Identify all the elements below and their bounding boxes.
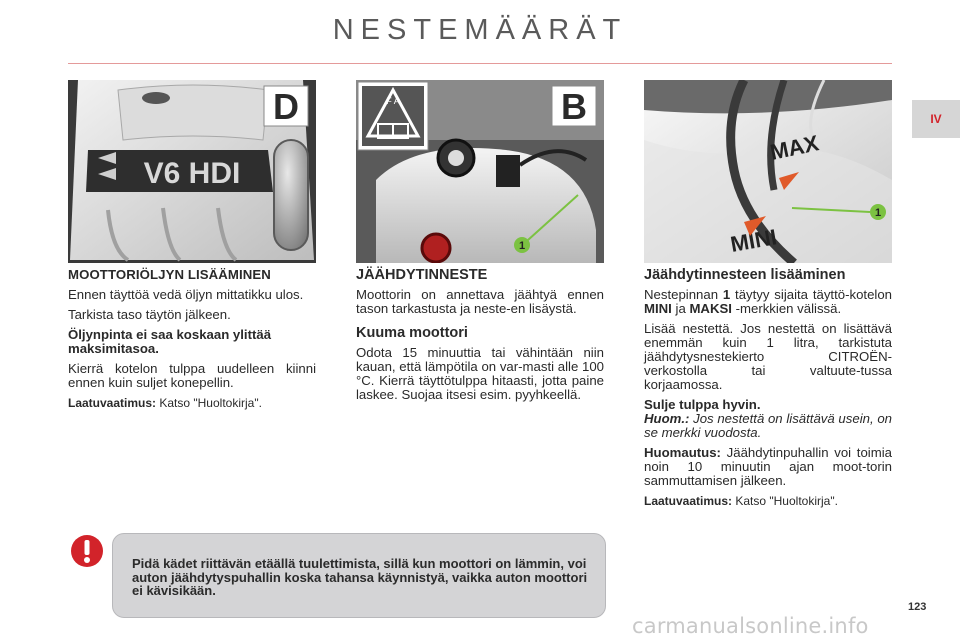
coolant-section xyxy=(356,268,604,408)
note-label: Huom.: xyxy=(644,411,690,426)
coolant-add-paragraph-1 xyxy=(644,288,892,316)
oil-quality-label: Laatuvaatimus: xyxy=(68,396,157,410)
oil-section xyxy=(68,268,316,416)
close-cap-paragraph: Sulje tulppa hyvin. xyxy=(644,397,761,412)
p1-part-b: 1 xyxy=(722,287,731,302)
hot-engine-heading: Kuuma moottori xyxy=(356,325,468,341)
callout-1: 1 xyxy=(518,240,526,252)
oil-paragraph-2: Tarkista taso täytön jälkeen. xyxy=(68,307,231,322)
page-title: NESTEMÄÄRÄT xyxy=(332,14,628,46)
engine-cover-text: V6 HDI xyxy=(143,157,241,190)
warning-box xyxy=(112,533,606,618)
coolant-quality-paragraph xyxy=(644,494,892,508)
oil-paragraph-4: Kierrä kotelon tulppa uudelleen kiinni ennen kuin suljet konepellin. xyxy=(68,361,316,390)
coolant-add-paragraph-2: Lisää nestettä. Jos nestettä on lisättävä enemmän kuin 1 litra, tarkistuta jäähdytysnestekierto CITROËN-verkostolla tai valtuute-tussa korjaamossa. xyxy=(644,321,892,392)
coolant-add-heading: Jäähdytinnesteen lisääminen xyxy=(644,267,846,283)
hot-engine-paragraph: Odota 15 minuuttia tai vähintään niin kauan, että lämpötila on var-masti alle 100 °C. Kierrä täyttötulppa hitaasti, jotta paine laskee. Suojaa itsesi esim. pyyhkeellä. xyxy=(356,345,604,402)
tank-mini-label: MINI xyxy=(728,224,779,257)
note-paragraph xyxy=(644,412,892,440)
p1-part-d: MINI xyxy=(644,301,672,316)
remark-text: Jäähdytinpuhallin voi toimia noin 10 minuutin ajan moot-torin sammuttamisen jälkeen. xyxy=(644,445,892,488)
p1-part-a: Nestepinnan xyxy=(644,287,723,302)
coolant-quality-label: Laatuvaatimus: xyxy=(644,494,733,508)
engine-photo xyxy=(68,80,316,263)
callout-2: 1 xyxy=(874,207,882,219)
p1-part-c: täytyy sijaita täyttö-kotelon xyxy=(730,287,892,302)
coolant-photo xyxy=(356,80,604,263)
p1-part-g: -merkkien välissä. xyxy=(731,301,842,316)
p1-part-f: MAKSI xyxy=(689,301,732,316)
coolant-paragraph-1: Moottorin on annettava jäähtyä ennen tason tarkastusta ja neste-en lisäystä. xyxy=(356,287,604,316)
oil-quality-paragraph xyxy=(68,396,316,410)
coolant-quality-text: Katso "Huoltokirja". xyxy=(732,494,838,508)
note-text: Jos nestettä on lisättävä usein, on se merkki vuodosta. xyxy=(644,411,892,440)
exclamation-warning-icon xyxy=(70,534,104,573)
tank-max-label: MAX xyxy=(767,130,821,165)
oil-warning-paragraph: Öljynpinta ei saa koskaan ylittää maksimitasoa. xyxy=(68,327,272,356)
warning-text: Pidä kädet riittävän etäällä tuulettimista, sillä kun moottori on lämmin, voi auton jäähdytyspuhallin koska tahansa käynnistyä, vaikka auton moottori ei kävisikään. xyxy=(132,556,588,598)
oil-paragraph-1: Ennen täyttöä vedä öljyn mittatikku ulos. xyxy=(68,287,304,302)
chapter-tab[interactable]: IV xyxy=(912,100,960,138)
coolant-photo-label: B xyxy=(561,86,587,127)
tank-photo xyxy=(644,80,892,263)
page-number: 123 xyxy=(908,601,927,613)
oil-heading: MOOTTORIÖLJYN LISÄÄMINEN xyxy=(68,267,271,282)
p1-part-e: ja xyxy=(671,301,690,316)
title-divider xyxy=(68,63,892,64)
remark-paragraph xyxy=(644,446,892,488)
remark-label: Huomautus: xyxy=(644,445,721,460)
engine-photo-label: D xyxy=(273,86,299,127)
coolant-add-section xyxy=(644,268,892,514)
coolant-heading: JÄÄHDYTINNESTE xyxy=(356,267,488,283)
oil-quality-text: Katso "Huoltokirja". xyxy=(156,396,262,410)
svg-text:F A: F A xyxy=(386,96,400,106)
watermark: carmanualsonline.info xyxy=(632,614,869,638)
